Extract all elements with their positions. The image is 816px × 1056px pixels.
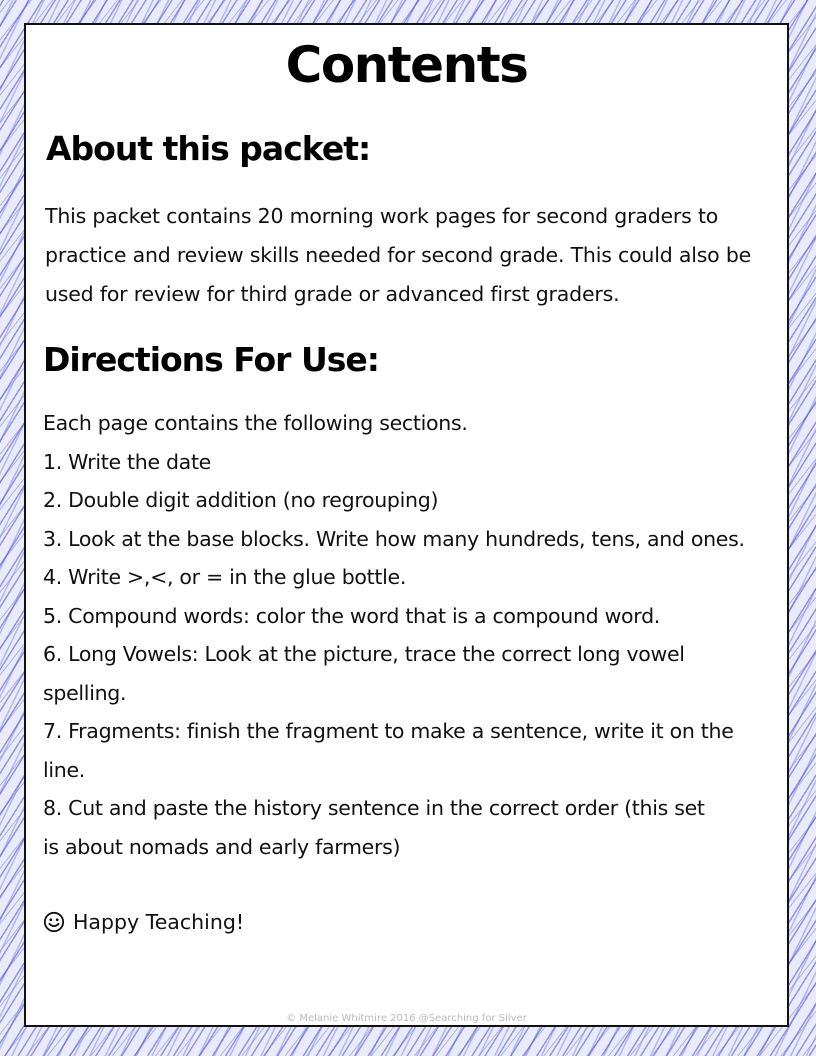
closing-line: [43, 902, 244, 942]
direction-item-7: 7. Fragments: finish the fragment to make a sentence, write it on the: [43, 719, 734, 743]
direction-item-8: 8. Cut and paste the history sentence in the correct order (this set: [43, 796, 705, 820]
direction-item-1: 1. Write the date: [43, 449, 211, 474]
directions-heading: Directions For Use:: [43, 340, 379, 379]
direction-item-8-continued: is about nomads and early farmers): [43, 834, 401, 859]
direction-item-7-continued: line.: [43, 757, 86, 782]
page-title: Contents: [285, 36, 528, 94]
direction-item-2: 2. Double digit addition (no regrouping): [43, 488, 439, 512]
smiley-face-icon: [43, 911, 65, 933]
about-heading: About this packet:: [46, 129, 371, 168]
direction-item-6-continued: spelling.: [43, 680, 127, 705]
contents-page: [24, 23, 789, 1027]
copyright-footer: © Melanie Whitmire 2016 @Searching for Silver: [286, 1013, 527, 1024]
direction-item-5: 5. Compound words: color the word that is a compound word.: [43, 603, 660, 628]
direction-item-3: 3. Look at the base blocks. Write how many hundreds, tens, and ones.: [43, 526, 745, 551]
directions-list: [43, 404, 783, 866]
about-paragraph: This packet contains 20 morning work pages for second graders to practice and review skills needed for second grade. This could also be used for review for third grade or advanced first graders.: [45, 204, 752, 306]
direction-item-6: 6. Long Vowels: Look at the picture, trace the correct long vowel: [43, 642, 685, 666]
direction-item-4: 4. Write >,<, or = in the glue bottle.: [43, 565, 407, 589]
directions-intro: Each page contains the following sections.: [43, 411, 468, 435]
closing-text: Happy Teaching!: [73, 910, 245, 934]
